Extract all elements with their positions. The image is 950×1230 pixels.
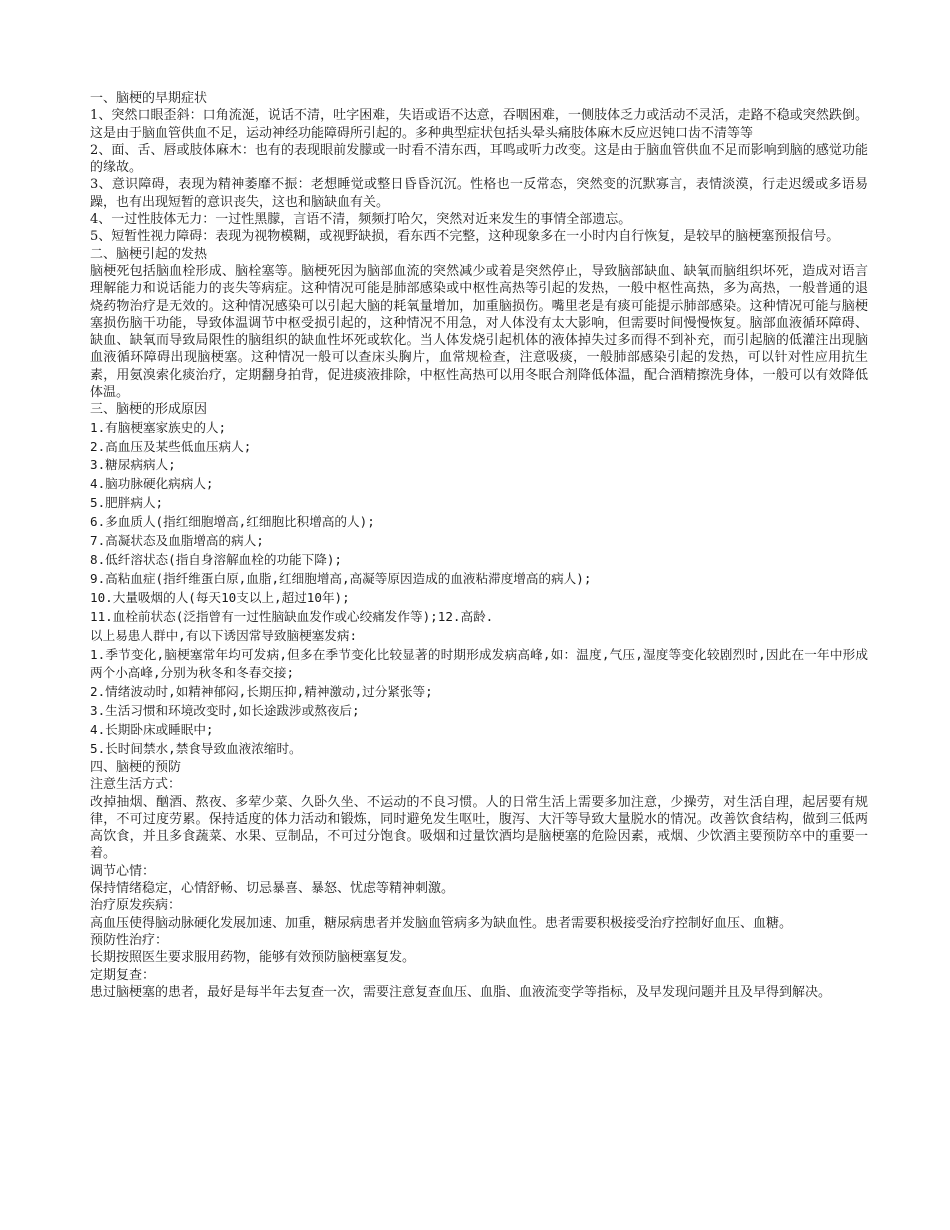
cause-item-9: 9.高粘血症(指纤维蛋白原,血脂,红细胞增高,高凝等原因造成的血液粘滞度增高的病人); — [90, 570, 592, 586]
subheading-preventive-treatment: 预防性治疗： — [90, 932, 169, 948]
subheading-lifestyle: 注意生活方式： — [90, 777, 182, 793]
symptom-paragraph-1: 1、突然口眼歪斜：口角流涎，说话不清，吐字困难，失语或语不达意，吞咽困难，一侧肢体乏力或活动不灵活，走路不稳或突然跌倒。这是由于脑血管供血不足，运动神经功能障碍所引起的。多种典型症状包括头晕头痛肢体麻木反应迟钝口齿不清等等 — [90, 108, 868, 141]
trigger-item-2: 2.情绪波动时,如精神郁闷,长期压抑,精神激动,过分紧张等; — [90, 684, 433, 700]
triggers-intro: 以上易患人群中,有以下诱因常导致脑梗塞发病: — [90, 627, 358, 643]
cause-item-8: 8.低纤溶状态(指自身溶解血栓的功能下降); — [90, 551, 343, 567]
symptom-paragraph-3: 3、意识障碍，表现为精神萎靡不振：老想睡觉或整日昏昏沉沉。性格也一反常态，突然变的沉默寡言，表情淡漠，行走迟缓或多语易躁，也有出现短暂的意识丧失，这也和脑缺血有关。 — [90, 177, 868, 210]
cause-item-1: 1.有脑梗塞家族史的人; — [90, 419, 227, 435]
cause-item-4: 4.脑功脉硬化病病人; — [90, 476, 214, 492]
section-heading-fever: 二、脑梗引起的发热 — [90, 246, 208, 262]
cause-item-7: 7.高凝状态及血脂增高的病人; — [90, 533, 264, 549]
cause-item-2: 2.高血压及某些低血压病人; — [90, 438, 252, 454]
trigger-item-5: 5.长时间禁水,禁食导致血液浓缩时。 — [90, 741, 302, 757]
subheading-mood: 调节心情： — [90, 863, 156, 879]
preventive-treatment-paragraph: 长期按照医生要求服用药物，能够有效预防脑梗塞复发。 — [90, 950, 416, 966]
trigger-item-3: 3.生活习惯和环境改变时,如长途跋涉或熬夜后; — [90, 703, 360, 719]
fever-paragraph: 脑梗死包括脑血栓形成、脑栓塞等。脑梗死因为脑部血流的突然减少或着是突然停止，导致脑部缺血、缺氧而脑组织坏死，造成对语言理解能力和说话能力的丧失等病症。这种情况可能是肺部感染或中枢性高热等引起的发热，一般中枢性高热，多为高热，一般普通的退烧药物治疗是无效的。这种情况感染可以引起大脑的耗氧量增加，加重脑损伤。嘴里老是有痰可能提示肺部感染。这种情况可能与脑梗塞损伤脑干功能，导致体温调节中枢受损引起的，这种情况不用急，对人体没有太大影响，但需要时间慢慢恢复。脑部血液循环障碍、缺血、缺氧而导致局限性的脑组织的缺血性坏死或软化。当人体发烧引起机体的液体掉失过多而得不到补充，而引起脑的低灌注出现脑血液循环障碍出现脑梗塞。这种情况一般可以查床头胸片，血常规检查，注意吸痰，一般肺部感染引起的发热，可以针对性应用抗生素，用氨溴索化痰治疗，定期翻身拍背，促进痰液排除，中枢性高热可以用冬眠合剂降低体温，配合酒精擦洗身体，一般可以有效降低体温。 — [90, 263, 868, 401]
symptom-paragraph-4: 4、一过性肢体无力：一过性黑朦，言语不清，频频打哈欠，突然对近来发生的事情全部遗忘。 — [90, 212, 632, 228]
section-heading-prevention: 四、脑梗的预防 — [90, 759, 182, 775]
mood-paragraph: 保持情绪稳定，心情舒畅、切忌暴喜、暴怒、忧虑等精神刺激。 — [90, 881, 455, 897]
symptom-paragraph-2: 2、面、舌、唇或肢体麻木：也有的表现眼前发朦或一时看不清东西，耳鸣或听力改变。这是由于脑血管供血不足而影响到脑的感觉功能的缘故。 — [90, 142, 868, 176]
subheading-regular-checkup: 定期复查： — [90, 967, 156, 983]
cause-item-10: 10.大量吸烟的人(每天10支以上,超过10年); — [90, 589, 350, 605]
lifestyle-paragraph: 改掉抽烟、酗酒、熬夜、多荤少菜、久卧久坐、不运动的不良习惯。人的日常生活上需要多加注意，少操劳，对生活自理，起居要有规律，不可过度劳累。保持适度的体力活动和锻炼，同时避免发生呕吐，腹泻、大汗等导致大量脱水的情况。改善饮食结构，做到三低两高饮食，并且多食蔬菜、水果、豆制品，不可过分饱食。吸烟和过量饮酒均是脑梗塞的危险因素，戒烟、少饮酒主要预防卒中的重要一着。 — [90, 794, 868, 862]
cause-item-3: 3.糖尿病病人; — [90, 457, 176, 473]
cause-item-5: 5.肥胖病人; — [90, 495, 164, 511]
subheading-primary-disease: 治疗原发疾病： — [90, 898, 182, 914]
section-heading-causes: 三、脑梗的形成原因 — [90, 402, 208, 418]
regular-checkup-paragraph: 患过脑梗塞的患者，最好是每半年去复查一次，需要注意复查血压、血脂、血液流变学等指标，及早发现问题并且及早得到解决。 — [90, 984, 832, 1000]
trigger-item-4: 4.长期卧床或睡眠中; — [90, 722, 214, 738]
document-body — [90, 90, 868, 1001]
section-heading-early-symptoms: 一、脑梗的早期症状 — [90, 91, 208, 106]
trigger-item-1: 1.季节变化,脑梗塞常年均可发病,但多在季节变化比较显著的时期形成发病高峰,如：温度,气压,湿度等变化较剧烈时,因此在一年中形成两个小高峰,分别为秋冬和冬春交接; — [90, 646, 868, 681]
symptom-paragraph-5: 5、短暂性视力障碍：表现为视物模糊，或视野缺损，看东西不完整，这种现象多在一小时内自行恢复，是较早的脑梗塞预报信号。 — [90, 229, 840, 245]
cause-item-11-12: 11.血栓前状态(泛指曾有一过性脑缺血发作或心绞痛发作等);12.高龄. — [90, 608, 494, 624]
cause-item-6: 6.多血质人(指红细胞增高,红细胞比积增高的人); — [90, 514, 375, 530]
primary-disease-paragraph: 高血压使得脑动脉硬化发展加速、加重，糖尿病患者并发脑血管病多为缺血性。患者需要积极接受治疗控制好血压、血糖。 — [90, 915, 793, 931]
